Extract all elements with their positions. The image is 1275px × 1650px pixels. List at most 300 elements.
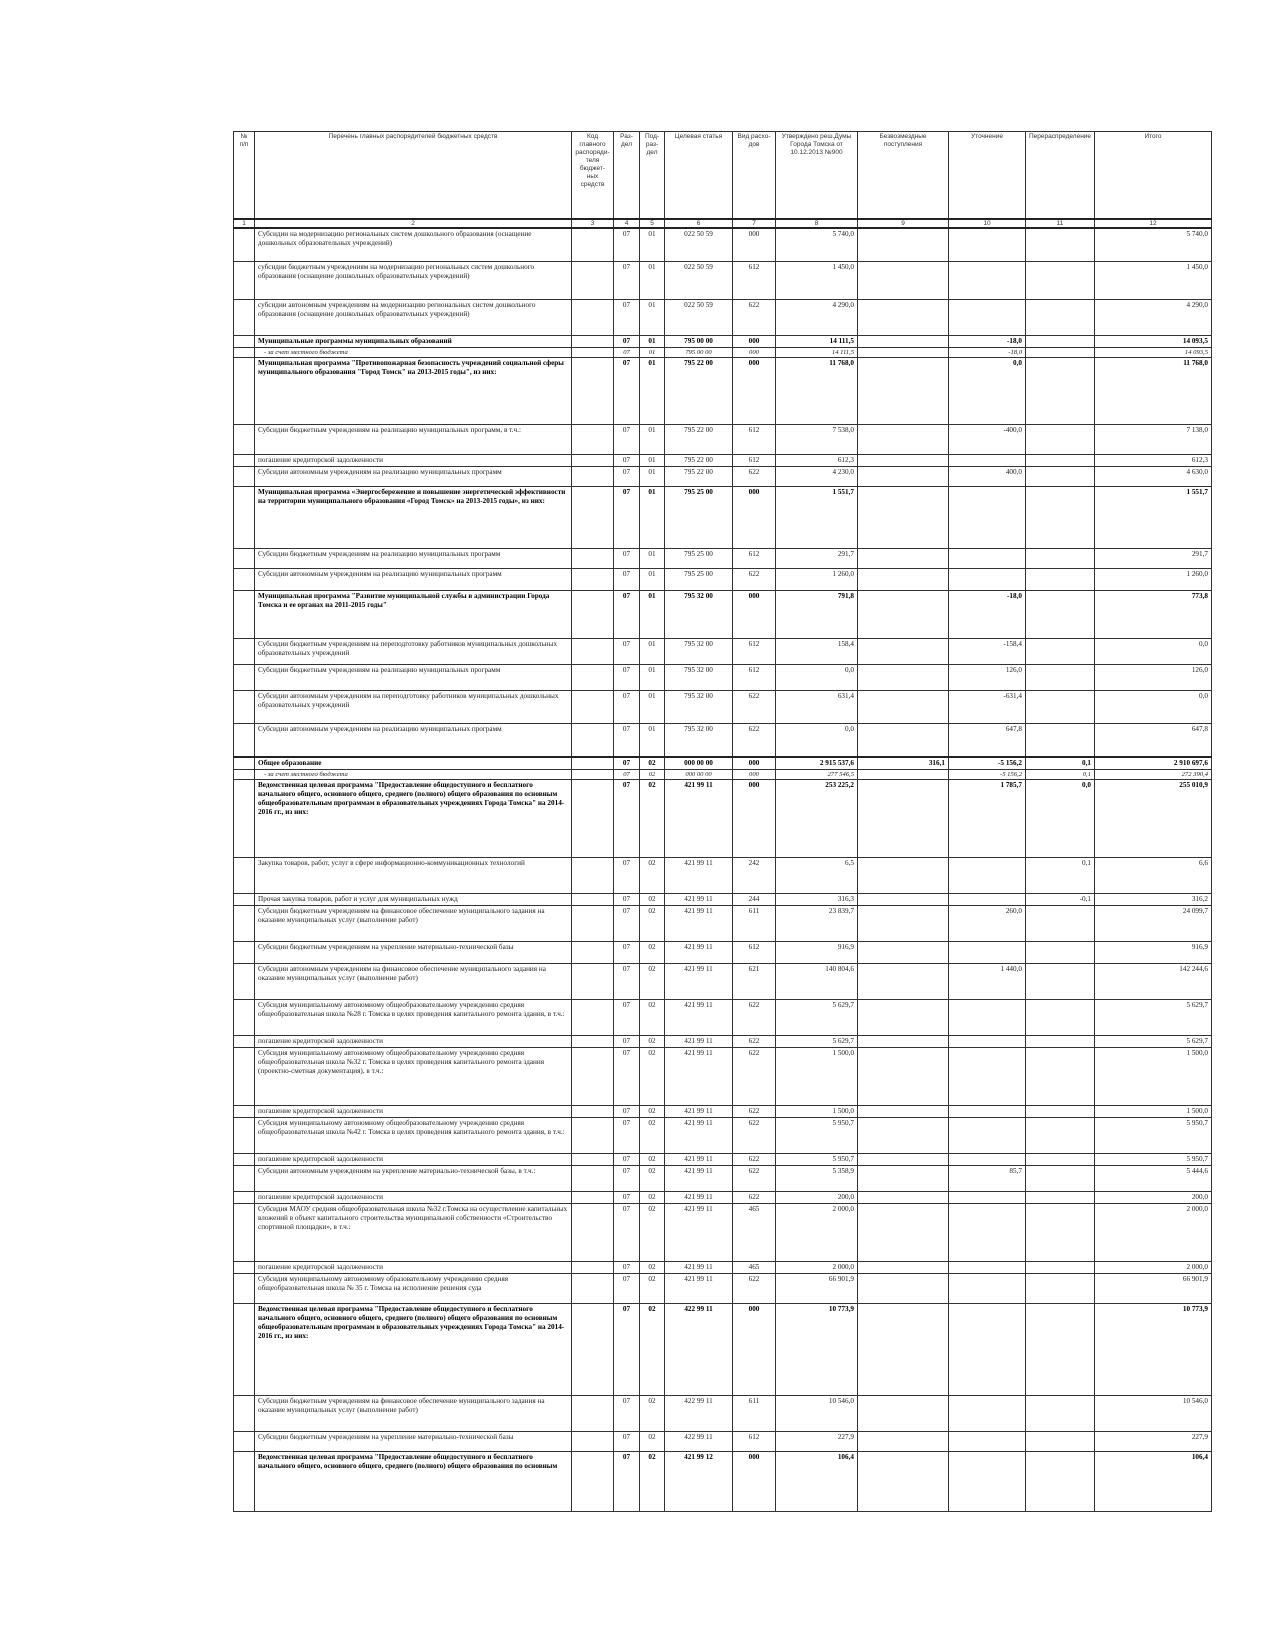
target-article-cell: 795 32 00 <box>665 723 733 757</box>
target-article-cell: 421 99 11 <box>665 1192 733 1204</box>
row-name-cell: Субсидии автономным учреждениям на финансовое обеспечение муниципального задания на оказание муниципальных услуг (выполнение работ) <box>255 964 572 1000</box>
expense-type-cell: 622 <box>733 1274 776 1304</box>
podrazdel-cell: 02 <box>640 1036 665 1048</box>
target-article-cell: 795 22 00 <box>665 454 733 466</box>
redistribution-cell <box>1026 1192 1095 1204</box>
row-name-cell: Субсидии бюджетным учреждениям на финансовое обеспечение муниципального задания на оказание муниципальных услуг (выполнение работ) <box>255 906 572 942</box>
target-article-cell: 022 50 59 <box>665 261 733 299</box>
clarification-cell <box>949 568 1026 590</box>
podrazdel-cell: 01 <box>640 486 665 548</box>
podrazdel-cell: 02 <box>640 757 665 770</box>
row-number-cell <box>234 1106 255 1118</box>
row-number-cell <box>234 894 255 906</box>
redistribution-cell: 0,0 <box>1026 780 1095 858</box>
approved-amount-cell: 7 538,0 <box>776 424 858 454</box>
approved-amount-cell: 140 804,6 <box>776 964 858 1000</box>
podrazdel-cell: 01 <box>640 723 665 757</box>
razdel-cell: 07 <box>614 1154 640 1166</box>
expense-type-cell: 622 <box>733 723 776 757</box>
table-row <box>234 424 1212 454</box>
expense-type-cell: 612 <box>733 638 776 664</box>
row-name-cell: Ведомственная целевая программа "Предоставление общедоступного и бесплатного начального общего, основного общего, среднего (полного) общего образования по основным общеобразовательным программам в образовательных учреждениях Города Томска" на 2014-2016 гг., из них: <box>255 780 572 858</box>
grbs-code-cell <box>572 757 614 770</box>
row-name-cell: субсидии автономным учреждениям на модернизацию региональных систем дошкольного образования (оснащение дошкольных образовательных учреждений) <box>255 299 572 335</box>
target-article-cell: 795 25 00 <box>665 486 733 548</box>
clarification-cell <box>949 548 1026 568</box>
total-cell: 5 740,0 <box>1095 228 1212 261</box>
redistribution-cell <box>1026 357 1095 424</box>
table-row <box>234 894 1212 906</box>
approved-amount-cell: 5 950,7 <box>776 1118 858 1154</box>
grbs-code-cell <box>572 335 614 347</box>
clarification-cell <box>949 1304 1026 1396</box>
approved-amount-cell: 10 546,0 <box>776 1396 858 1432</box>
table-row <box>234 1192 1212 1204</box>
total-cell: 4 630,0 <box>1095 466 1212 486</box>
expense-type-cell: 000 <box>733 757 776 770</box>
clarification-cell: 0,0 <box>949 357 1026 424</box>
row-name-cell: Муниципальная программа "Развитие муниципальной службы в администрации Города Томска и ее органах на 2011-2015 годы" <box>255 590 572 638</box>
grbs-code-cell <box>572 548 614 568</box>
row-name-cell: Субсидия муниципальному автономному общеобразовательному учреждению средняя общеобразовательная школа №32 г. Томска в целях проведения капитального ремонта здания (проектно-сметная документация), в т.ч.: <box>255 1048 572 1106</box>
row-name-cell: Субсидии автономным учреждениям на реализацию муниципальных программ <box>255 723 572 757</box>
clarification-cell <box>949 858 1026 894</box>
podrazdel-cell: 02 <box>640 1274 665 1304</box>
clarification-cell: 1 440,0 <box>949 964 1026 1000</box>
approved-amount-cell: 14 111,5 <box>776 335 858 347</box>
expense-type-cell: 000 <box>733 770 776 780</box>
free-receipts-cell <box>858 347 949 357</box>
row-name-cell: погашение кредиторской задолженности <box>255 1036 572 1048</box>
redistribution-cell <box>1026 1036 1095 1048</box>
total-cell: 2 000,0 <box>1095 1204 1212 1262</box>
expense-type-cell: 621 <box>733 964 776 1000</box>
razdel-cell: 07 <box>614 1036 640 1048</box>
podrazdel-cell: 01 <box>640 664 665 690</box>
total-cell: 0,0 <box>1095 690 1212 723</box>
redistribution-cell <box>1026 1396 1095 1432</box>
grbs-code-cell <box>572 638 614 664</box>
expense-type-cell: 000 <box>733 347 776 357</box>
expense-type-cell: 612 <box>733 1432 776 1452</box>
razdel-cell: 07 <box>614 1106 640 1118</box>
clarification-cell <box>949 1118 1026 1154</box>
row-number-cell <box>234 638 255 664</box>
approved-amount-cell: 158,4 <box>776 638 858 664</box>
free-receipts-cell <box>858 486 949 548</box>
razdel-cell: 07 <box>614 1192 640 1204</box>
redistribution-cell <box>1026 942 1095 964</box>
col-number: 8 <box>776 219 858 228</box>
clarification-cell: -18,0 <box>949 347 1026 357</box>
col-number: 1 <box>234 219 255 228</box>
row-number-cell <box>234 1000 255 1036</box>
row-name-cell: погашение кредиторской задолженности <box>255 1106 572 1118</box>
free-receipts-cell <box>858 942 949 964</box>
row-name-cell: Ведомственная целевая программа "Предоставление общедоступного и бесплатного начального общего, основного общего, среднего (полного) общего образования по основным <box>255 1452 572 1512</box>
total-cell: 14 093,5 <box>1095 335 1212 347</box>
razdel-cell: 07 <box>614 1048 640 1106</box>
row-number-cell <box>234 1154 255 1166</box>
row-number-cell <box>234 1304 255 1396</box>
target-article-cell: 421 99 11 <box>665 1036 733 1048</box>
redistribution-cell <box>1026 335 1095 347</box>
approved-amount-cell: 1 260,0 <box>776 568 858 590</box>
grbs-code-cell <box>572 894 614 906</box>
expense-type-cell: 612 <box>733 664 776 690</box>
grbs-code-cell <box>572 261 614 299</box>
table-row <box>234 335 1212 347</box>
razdel-cell: 07 <box>614 590 640 638</box>
grbs-code-cell <box>572 228 614 261</box>
approved-amount-cell: 10 773,9 <box>776 1304 858 1396</box>
expense-type-cell: 000 <box>733 590 776 638</box>
clarification-cell: -18,0 <box>949 335 1026 347</box>
grbs-code-cell <box>572 723 614 757</box>
row-name-cell: Субсидии бюджетным учреждениям на реализацию муниципальных программ <box>255 548 572 568</box>
row-number-cell <box>234 1396 255 1432</box>
grbs-code-cell <box>572 1166 614 1192</box>
table-row <box>234 454 1212 466</box>
razdel-cell: 07 <box>614 906 640 942</box>
total-cell: 200,0 <box>1095 1192 1212 1204</box>
approved-amount-cell: 11 768,0 <box>776 357 858 424</box>
row-name-cell: Субсидия муниципальному автономному общеобразовательному учреждению средняя общеобразовательная школа №28 г. Томска в целях проведения капитального ремонта здания, в т.ч.: <box>255 1000 572 1036</box>
total-cell: 227,9 <box>1095 1432 1212 1452</box>
expense-type-cell: 622 <box>733 1106 776 1118</box>
table-row <box>234 1304 1212 1396</box>
podrazdel-cell: 02 <box>640 1048 665 1106</box>
row-name-cell: Субсидии автономным учреждениям на переподготовку работников муниципальных дошкольных образовательных учреждений <box>255 690 572 723</box>
redistribution-cell <box>1026 1154 1095 1166</box>
col-header-approved: Утверждено реш.Думы Города Томска от 10.12.2013 №900 <box>776 132 858 220</box>
row-name-cell: Субсидия муниципальному автономному образовательному учреждению средняя общеобразовательная школа № 35 г. Томска на исполнение решения суда <box>255 1274 572 1304</box>
redistribution-cell <box>1026 1166 1095 1192</box>
redistribution-cell <box>1026 1204 1095 1262</box>
expense-type-cell: 244 <box>733 894 776 906</box>
expense-type-cell: 611 <box>733 906 776 942</box>
approved-amount-cell: 5 629,7 <box>776 1036 858 1048</box>
total-cell: 2 910 697,6 <box>1095 757 1212 770</box>
target-article-cell: 421 99 11 <box>665 858 733 894</box>
grbs-code-cell <box>572 1154 614 1166</box>
expense-type-cell: 622 <box>733 1000 776 1036</box>
razdel-cell: 07 <box>614 486 640 548</box>
expense-type-cell: 622 <box>733 568 776 590</box>
table-row <box>234 466 1212 486</box>
podrazdel-cell: 02 <box>640 1154 665 1166</box>
target-article-cell: 795 32 00 <box>665 664 733 690</box>
total-cell: 10 773,9 <box>1095 1304 1212 1396</box>
razdel-cell: 07 <box>614 1396 640 1432</box>
col-header-target-article: Целевая статья <box>665 132 733 220</box>
podrazdel-cell: 02 <box>640 1262 665 1274</box>
grbs-code-cell <box>572 942 614 964</box>
grbs-code-cell <box>572 1192 614 1204</box>
razdel-cell: 07 <box>614 357 640 424</box>
approved-amount-cell: 14 111,5 <box>776 347 858 357</box>
podrazdel-cell: 02 <box>640 1192 665 1204</box>
row-number-cell <box>234 1192 255 1204</box>
free-receipts-cell <box>858 1118 949 1154</box>
row-name-cell: Субсидии бюджетным учреждениям на реализацию муниципальных программ, в т.ч.: <box>255 424 572 454</box>
target-article-cell: 022 50 59 <box>665 299 733 335</box>
target-article-cell: 422 99 11 <box>665 1432 733 1452</box>
row-name-cell: - за счет местного бюджета <box>255 770 572 780</box>
table-row <box>234 770 1212 780</box>
row-name-cell: - за счет местного бюджета <box>255 347 572 357</box>
approved-amount-cell: 1 450,0 <box>776 261 858 299</box>
expense-type-cell: 612 <box>733 548 776 568</box>
podrazdel-cell: 01 <box>640 590 665 638</box>
expense-type-cell: 622 <box>733 466 776 486</box>
clarification-cell: 85,7 <box>949 1166 1026 1192</box>
free-receipts-cell <box>858 1274 949 1304</box>
approved-amount-cell: 0,0 <box>776 723 858 757</box>
row-number-cell <box>234 770 255 780</box>
redistribution-cell <box>1026 228 1095 261</box>
row-number-cell <box>234 757 255 770</box>
razdel-cell: 07 <box>614 1204 640 1262</box>
approved-amount-cell: 291,7 <box>776 548 858 568</box>
free-receipts-cell <box>858 1036 949 1048</box>
redistribution-cell <box>1026 1000 1095 1036</box>
podrazdel-cell: 01 <box>640 466 665 486</box>
clarification-cell: -400,0 <box>949 424 1026 454</box>
col-number: 11 <box>1026 219 1095 228</box>
row-number-cell <box>234 1452 255 1512</box>
free-receipts-cell <box>858 638 949 664</box>
table-row <box>234 942 1212 964</box>
redistribution-cell <box>1026 1432 1095 1452</box>
razdel-cell: 07 <box>614 347 640 357</box>
razdel-cell: 07 <box>614 1166 640 1192</box>
redistribution-cell <box>1026 906 1095 942</box>
target-article-cell: 795 25 00 <box>665 548 733 568</box>
target-article-cell: 422 99 11 <box>665 1304 733 1396</box>
redistribution-cell <box>1026 590 1095 638</box>
total-cell: 647,8 <box>1095 723 1212 757</box>
expense-type-cell: 000 <box>733 357 776 424</box>
approved-amount-cell: 4 230,0 <box>776 466 858 486</box>
razdel-cell: 07 <box>614 664 640 690</box>
col-number: 3 <box>572 219 614 228</box>
free-receipts-cell <box>858 454 949 466</box>
row-number-cell <box>234 664 255 690</box>
approved-amount-cell: 5 629,7 <box>776 1000 858 1036</box>
razdel-cell: 07 <box>614 964 640 1000</box>
row-number-cell <box>234 1204 255 1262</box>
col-number: 6 <box>665 219 733 228</box>
table-row <box>234 1204 1212 1262</box>
total-cell: 773,8 <box>1095 590 1212 638</box>
clarification-cell: -5 156,2 <box>949 770 1026 780</box>
table-row <box>234 664 1212 690</box>
table-row <box>234 723 1212 757</box>
row-number-cell <box>234 357 255 424</box>
expense-type-cell: 612 <box>733 424 776 454</box>
table-row <box>234 228 1212 261</box>
grbs-code-cell <box>572 590 614 638</box>
table-row <box>234 638 1212 664</box>
podrazdel-cell: 01 <box>640 357 665 424</box>
free-receipts-cell <box>858 548 949 568</box>
row-number-cell <box>234 1166 255 1192</box>
col-number: 4 <box>614 219 640 228</box>
razdel-cell: 07 <box>614 1432 640 1452</box>
approved-amount-cell: 5 358,9 <box>776 1166 858 1192</box>
clarification-cell: -631,4 <box>949 690 1026 723</box>
grbs-code-cell <box>572 906 614 942</box>
table-row <box>234 347 1212 357</box>
free-receipts-cell <box>858 1452 949 1512</box>
free-receipts-cell <box>858 1262 949 1274</box>
grbs-code-cell <box>572 424 614 454</box>
redistribution-cell: -0,1 <box>1026 894 1095 906</box>
clarification-cell: 400,0 <box>949 466 1026 486</box>
razdel-cell: 07 <box>614 770 640 780</box>
row-number-cell <box>234 1048 255 1106</box>
table-row <box>234 1000 1212 1036</box>
approved-amount-cell: 916,9 <box>776 942 858 964</box>
table-row <box>234 1166 1212 1192</box>
target-article-cell: 795 32 00 <box>665 690 733 723</box>
row-name-cell: Субсидии автономным учреждениям на реализацию муниципальных программ <box>255 466 572 486</box>
row-name-cell: Муниципальная программа «Энергосбережение и повышение энергетической эффективности на территории муниципального образования «Город Томск» на 2013-2015 годы», из них: <box>255 486 572 548</box>
grbs-code-cell <box>572 1396 614 1432</box>
clarification-cell <box>949 1036 1026 1048</box>
table-row <box>234 548 1212 568</box>
free-receipts-cell <box>858 770 949 780</box>
table-row <box>234 1262 1212 1274</box>
grbs-code-cell <box>572 770 614 780</box>
expense-type-cell: 000 <box>733 228 776 261</box>
clarification-cell <box>949 261 1026 299</box>
total-cell: 106,4 <box>1095 1452 1212 1512</box>
clarification-cell <box>949 1000 1026 1036</box>
grbs-code-cell <box>572 486 614 548</box>
total-cell: 5 950,7 <box>1095 1154 1212 1166</box>
redistribution-cell <box>1026 690 1095 723</box>
table-row <box>234 1036 1212 1048</box>
row-name-cell: Субсидии бюджетным учреждениям на укрепление материально-технической базы <box>255 942 572 964</box>
row-number-cell <box>234 1118 255 1154</box>
expense-type-cell: 465 <box>733 1204 776 1262</box>
redistribution-cell: 0,1 <box>1026 770 1095 780</box>
col-number: 10 <box>949 219 1026 228</box>
approved-amount-cell: 227,9 <box>776 1432 858 1452</box>
podrazdel-cell: 01 <box>640 690 665 723</box>
expense-type-cell: 000 <box>733 486 776 548</box>
razdel-cell: 07 <box>614 466 640 486</box>
approved-amount-cell: 612,3 <box>776 454 858 466</box>
total-cell: 5 629,7 <box>1095 1036 1212 1048</box>
free-receipts-cell <box>858 228 949 261</box>
row-name-cell: Ведомственная целевая программа "Предоставление общедоступного и бесплатного начального общего, основного общего, среднего (полного) общего образования по основным общеобразовательным программам в образовательных учреждениях Города Томска" на 2014-2016 гг., из них: <box>255 1304 572 1396</box>
razdel-cell: 07 <box>614 228 640 261</box>
approved-amount-cell: 200,0 <box>776 1192 858 1204</box>
expense-type-cell: 612 <box>733 942 776 964</box>
target-article-cell: 795 00 00 <box>665 335 733 347</box>
target-article-cell: 421 99 11 <box>665 780 733 858</box>
row-name-cell: Субсидии на модернизацию региональных систем дошкольного образования (оснащение дошкольных образовательных учреждений) <box>255 228 572 261</box>
free-receipts-cell <box>858 780 949 858</box>
target-article-cell: 421 99 11 <box>665 1118 733 1154</box>
podrazdel-cell: 02 <box>640 858 665 894</box>
row-number-cell <box>234 942 255 964</box>
redistribution-cell <box>1026 1118 1095 1154</box>
clarification-cell: 1 785,7 <box>949 780 1026 858</box>
redistribution-cell: 0,1 <box>1026 858 1095 894</box>
col-number: 5 <box>640 219 665 228</box>
approved-amount-cell: 66 901,9 <box>776 1274 858 1304</box>
total-cell: 291,7 <box>1095 548 1212 568</box>
col-header-razdel: Раз-дел <box>614 132 640 220</box>
target-article-cell: 421 99 11 <box>665 942 733 964</box>
total-cell: 316,2 <box>1095 894 1212 906</box>
row-name-cell: Субсидии бюджетным учреждениям на укрепление материально-технической базы <box>255 1432 572 1452</box>
col-number: 2 <box>255 219 572 228</box>
redistribution-cell <box>1026 1106 1095 1118</box>
expense-type-cell: 612 <box>733 261 776 299</box>
free-receipts-cell <box>858 1432 949 1452</box>
redistribution-cell <box>1026 299 1095 335</box>
total-cell: 1 260,0 <box>1095 568 1212 590</box>
expense-type-cell: 611 <box>733 1396 776 1432</box>
table-row <box>234 906 1212 942</box>
razdel-cell: 07 <box>614 942 640 964</box>
clarification-cell <box>949 942 1026 964</box>
row-name-cell: погашение кредиторской задолженности <box>255 454 572 466</box>
total-cell: 1 500,0 <box>1095 1106 1212 1118</box>
target-article-cell: 421 99 11 <box>665 1204 733 1262</box>
free-receipts-cell <box>858 1048 949 1106</box>
expense-type-cell: 622 <box>733 299 776 335</box>
table-row <box>234 1274 1212 1304</box>
target-article-cell: 421 99 11 <box>665 1154 733 1166</box>
expense-type-cell: 622 <box>733 1036 776 1048</box>
total-cell: 7 138,0 <box>1095 424 1212 454</box>
table-row <box>234 690 1212 723</box>
target-article-cell: 422 99 11 <box>665 1396 733 1432</box>
col-header-expense-type: Вид расхо-дов <box>733 132 776 220</box>
grbs-code-cell <box>572 690 614 723</box>
free-receipts-cell <box>858 664 949 690</box>
col-header-total: Итого <box>1095 132 1212 220</box>
free-receipts-cell <box>858 299 949 335</box>
budget-table-body <box>234 228 1212 1512</box>
target-article-cell: 795 22 00 <box>665 357 733 424</box>
row-name-cell: Субсидии автономным учреждениям на реализацию муниципальных программ <box>255 568 572 590</box>
grbs-code-cell <box>572 1048 614 1106</box>
approved-amount-cell: 106,4 <box>776 1452 858 1512</box>
podrazdel-cell: 02 <box>640 906 665 942</box>
redistribution-cell: 0,1 <box>1026 757 1095 770</box>
grbs-code-cell <box>572 1452 614 1512</box>
clarification-cell: 260,0 <box>949 906 1026 942</box>
grbs-code-cell <box>572 1036 614 1048</box>
redistribution-cell <box>1026 424 1095 454</box>
total-cell: 24 099,7 <box>1095 906 1212 942</box>
expense-type-cell: 622 <box>733 1166 776 1192</box>
grbs-code-cell <box>572 454 614 466</box>
table-row <box>234 261 1212 299</box>
podrazdel-cell: 01 <box>640 299 665 335</box>
row-name-cell: погашение кредиторской задолженности <box>255 1154 572 1166</box>
redistribution-cell <box>1026 1452 1095 1512</box>
total-cell: 272 390,4 <box>1095 770 1212 780</box>
total-cell: 5 950,7 <box>1095 1118 1212 1154</box>
